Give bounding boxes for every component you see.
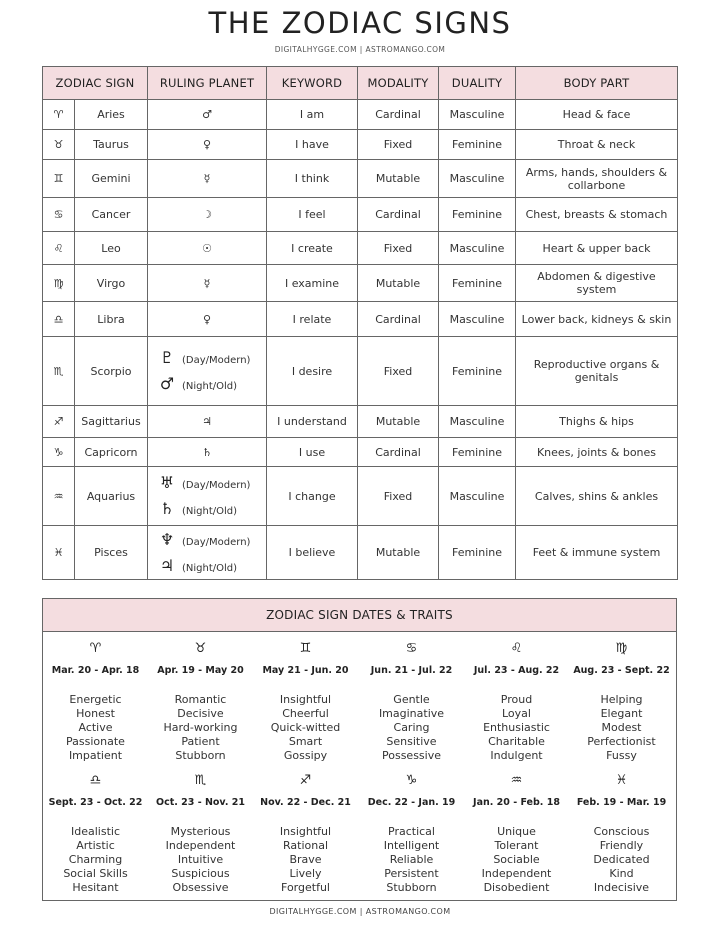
ruling-planet-cell: [148, 337, 267, 406]
planet-note: (Night/Old): [182, 381, 238, 392]
trait-item: Caring: [393, 721, 430, 734]
table-row: [43, 198, 678, 232]
modality-cell: Fixed: [358, 337, 439, 406]
date-range: Apr. 19 - May 20: [157, 665, 244, 676]
trait-item: Hesitant: [72, 881, 119, 894]
planet-note: (Day/Modern): [182, 355, 251, 366]
body-part-cell: Abdomen & digestive system: [516, 265, 678, 302]
body-part-cell: Reproductive organs & genitals: [516, 337, 678, 406]
saturn-icon: ♄: [159, 499, 175, 518]
table-row: [43, 406, 678, 438]
trait-item: Fussy: [606, 749, 637, 762]
date-range: Dec. 22 - Jan. 19: [367, 797, 456, 808]
modality-cell: Cardinal: [358, 100, 439, 130]
duality-cell: Feminine: [439, 198, 516, 232]
venus-icon: ♀: [148, 130, 267, 160]
keyword-cell: I understand: [267, 406, 358, 438]
zodiac-signs-table: [42, 66, 678, 580]
keyword-cell: I change: [267, 467, 358, 526]
keyword-cell: I relate: [267, 302, 358, 337]
table-row: [43, 160, 678, 198]
body-part-cell: Chest, breasts & stomach: [516, 198, 678, 232]
sign-name: Aries: [75, 100, 148, 130]
sign-name: Virgo: [75, 265, 148, 302]
trait-item: Rational: [282, 839, 328, 852]
trait-item: Helping: [600, 693, 643, 706]
trait-column-leo: [464, 639, 569, 763]
trait-column-aries: [43, 639, 148, 763]
mars-icon: ♂: [148, 100, 267, 130]
keyword-cell: I feel: [267, 198, 358, 232]
trait-item: Kind: [609, 867, 634, 880]
table-row: [43, 232, 678, 265]
trait-item: Enthusiastic: [483, 721, 550, 734]
jupiter-icon: ♃: [159, 555, 175, 575]
sign-name: Leo: [75, 232, 148, 265]
trait-item: Smart: [288, 735, 323, 748]
table-row: [43, 438, 678, 467]
header-body-part: BODY PART: [516, 67, 678, 100]
trait-column-scorpio: [148, 771, 253, 895]
moon-icon: ☽: [148, 198, 267, 232]
trait-item: Indulgent: [490, 749, 543, 762]
modality-cell: Mutable: [358, 160, 439, 198]
trait-item: Independent: [481, 867, 552, 880]
duality-cell: Masculine: [439, 467, 516, 526]
pisces-symbol-icon: ♓: [43, 526, 75, 580]
gemini-symbol-icon: ♊: [43, 160, 75, 198]
trait-item: Sociable: [493, 853, 540, 866]
trait-item: Elegant: [600, 707, 643, 720]
trait-item: Stubborn: [386, 881, 437, 894]
trait-item: Romantic: [174, 693, 227, 706]
body-part-cell: Throat & neck: [516, 130, 678, 160]
trait-item: Patient: [181, 735, 220, 748]
trait-item: Stubborn: [175, 749, 226, 762]
trait-item: Honest: [76, 707, 115, 720]
gemini-icon: ♊: [299, 641, 312, 656]
trait-column-cancer: [359, 639, 464, 763]
trait-item: Dedicated: [593, 853, 650, 866]
aries-symbol-icon: ♈: [43, 100, 75, 130]
planet-note: (Night/Old): [182, 506, 238, 517]
date-range: Oct. 23 - Nov. 21: [156, 797, 245, 808]
trait-item: Independent: [165, 839, 236, 852]
trait-item: Idealistic: [71, 825, 120, 838]
libra-icon: ♎: [89, 773, 102, 788]
header-keyword: KEYWORD: [267, 67, 358, 100]
mercury-icon: ☿: [148, 160, 267, 198]
modality-cell: Fixed: [358, 232, 439, 265]
uranus-icon: ♅: [159, 473, 175, 492]
table-row: [43, 265, 678, 302]
scorpio-symbol-icon: ♏: [43, 337, 75, 406]
keyword-cell: I examine: [267, 265, 358, 302]
trait-item: Energetic: [69, 693, 122, 706]
modality-cell: Cardinal: [358, 302, 439, 337]
cancer-icon: ♋: [405, 641, 418, 656]
trait-column-libra: [43, 771, 148, 895]
trait-item: Hard-working: [163, 721, 238, 734]
mars-icon: ♂: [159, 374, 175, 393]
duality-cell: Feminine: [439, 130, 516, 160]
leo-symbol-icon: ♌: [43, 232, 75, 265]
date-range: Jan. 20 - Feb. 18: [473, 797, 560, 808]
virgo-icon: ♍: [615, 641, 628, 656]
aquarius-symbol-icon: ♒: [43, 467, 75, 526]
trait-item: Social Skills: [63, 867, 128, 880]
libra-symbol-icon: ♎: [43, 302, 75, 337]
table-row: [43, 467, 678, 526]
trait-item: Practical: [388, 825, 435, 838]
trait-item: Gentle: [393, 693, 430, 706]
sign-name: Sagittarius: [75, 406, 148, 438]
trait-item: Conscious: [593, 825, 650, 838]
sun-icon: ☉: [148, 232, 267, 265]
mercury-icon: ☿: [148, 265, 267, 302]
duality-cell: Feminine: [439, 337, 516, 406]
sign-name: Taurus: [75, 130, 148, 160]
keyword-cell: I believe: [267, 526, 358, 580]
capricorn-symbol-icon: ♑: [43, 438, 75, 467]
trait-item: Insightful: [279, 693, 332, 706]
trait-item: Charitable: [488, 735, 545, 748]
date-range: Jun. 21 - Jul. 22: [370, 665, 453, 676]
duality-cell: Masculine: [439, 232, 516, 265]
trait-item: Artistic: [76, 839, 115, 852]
date-range: Feb. 19 - Mar. 19: [576, 797, 667, 808]
trait-item: Reliable: [389, 853, 434, 866]
venus-icon: ♀: [148, 302, 267, 337]
trait-item: Cheerful: [282, 707, 329, 720]
trait-item: Persistent: [384, 867, 439, 880]
trait-item: Insightful: [279, 825, 332, 838]
trait-column-pisces: [569, 771, 674, 895]
table-row: [43, 100, 678, 130]
body-part-cell: Head & face: [516, 100, 678, 130]
keyword-cell: I think: [267, 160, 358, 198]
trait-item: Forgetful: [281, 881, 330, 894]
trait-item: Intelligent: [383, 839, 440, 852]
date-range: Jul. 23 - Aug. 22: [473, 665, 560, 676]
trait-item: Decisive: [177, 707, 224, 720]
trait-item: Active: [78, 721, 113, 734]
trait-column-aquarius: [464, 771, 569, 895]
date-range: Aug. 23 - Sept. 22: [573, 665, 670, 676]
body-part-cell: Lower back, kidneys & skin: [516, 302, 678, 337]
taurus-icon: ♉: [194, 641, 207, 656]
sign-name: Capricorn: [75, 438, 148, 467]
header-duality: DUALITY: [439, 67, 516, 100]
trait-item: Friendly: [599, 839, 644, 852]
trait-item: Intuitive: [177, 853, 224, 866]
page-footer: DIGITALHYGGE.COM | ASTROMANGO.COM: [269, 907, 451, 916]
table-row: [43, 526, 678, 580]
table-row: [43, 337, 678, 406]
trait-item: Gossipy: [283, 749, 328, 762]
keyword-cell: I desire: [267, 337, 358, 406]
body-part-cell: Knees, joints & bones: [516, 438, 678, 467]
keyword-cell: I have: [267, 130, 358, 160]
traits-heading: ZODIAC SIGN DATES & TRAITS: [43, 599, 676, 632]
trait-item: Lively: [289, 867, 322, 880]
trait-item: Passionate: [66, 735, 125, 748]
aquarius-icon: ♒: [510, 773, 523, 788]
date-range: Nov. 22 - Dec. 21: [260, 797, 351, 808]
trait-item: Mysterious: [170, 825, 231, 838]
trait-item: Modest: [601, 721, 642, 734]
modality-cell: Fixed: [358, 130, 439, 160]
trait-item: Brave: [289, 853, 322, 866]
trait-item: Indecisive: [593, 881, 650, 894]
trait-item: Perfectionist: [587, 735, 656, 748]
date-range: Mar. 20 - Apr. 18: [51, 665, 140, 676]
trait-item: Tolerant: [494, 839, 539, 852]
page-subtitle: DIGITALHYGGE.COM | ASTROMANGO.COM: [274, 45, 446, 54]
trait-column-capricorn: [359, 771, 464, 895]
sagittarius-icon: ♐: [299, 773, 312, 788]
table-header-row: [43, 67, 678, 100]
modality-cell: Cardinal: [358, 198, 439, 232]
pluto-icon: ♇: [159, 348, 175, 367]
keyword-cell: I create: [267, 232, 358, 265]
leo-icon: ♌: [510, 641, 523, 656]
duality-cell: Masculine: [439, 406, 516, 438]
duality-cell: Feminine: [439, 438, 516, 467]
modality-cell: Mutable: [358, 406, 439, 438]
duality-cell: Feminine: [439, 265, 516, 302]
sign-name: Aquarius: [75, 467, 148, 526]
cancer-symbol-icon: ♋: [43, 198, 75, 232]
trait-column-virgo: [569, 639, 674, 763]
table-row: [43, 302, 678, 337]
jupiter-icon: ♃: [148, 406, 267, 438]
trait-item: Unique: [497, 825, 536, 838]
trait-item: Loyal: [502, 707, 531, 720]
capricorn-icon: ♑: [405, 773, 418, 788]
dates-traits-panel: [42, 598, 677, 901]
trait-column-taurus: [148, 639, 253, 763]
modality-cell: Cardinal: [358, 438, 439, 467]
modality-cell: Fixed: [358, 467, 439, 526]
trait-item: Possessive: [382, 749, 441, 762]
trait-item: Proud: [500, 693, 533, 706]
date-range: Sept. 23 - Oct. 22: [48, 797, 143, 808]
body-part-cell: Arms, hands, shoulders & collarbone: [516, 160, 678, 198]
duality-cell: Feminine: [439, 526, 516, 580]
sagittarius-symbol-icon: ♐: [43, 406, 75, 438]
taurus-symbol-icon: ♉: [43, 130, 75, 160]
sign-name: Pisces: [75, 526, 148, 580]
trait-item: Charming: [68, 853, 123, 866]
trait-item: Obsessive: [172, 881, 229, 894]
sign-name: Gemini: [75, 160, 148, 198]
header-ruling-planet: RULING PLANET: [148, 67, 267, 100]
trait-item: Disobedient: [483, 881, 550, 894]
body-part-cell: Feet & immune system: [516, 526, 678, 580]
keyword-cell: I use: [267, 438, 358, 467]
ruling-planet-cell: [148, 467, 267, 526]
keyword-cell: I am: [267, 100, 358, 130]
body-part-cell: Heart & upper back: [516, 232, 678, 265]
trait-item: Quick-witted: [270, 721, 341, 734]
page-title: THE ZODIAC SIGNS: [208, 6, 512, 40]
body-part-cell: Calves, shins & ankles: [516, 467, 678, 526]
duality-cell: Masculine: [439, 100, 516, 130]
table-row: [43, 130, 678, 160]
neptune-icon: ♆: [159, 529, 175, 549]
header-modality: MODALITY: [358, 67, 439, 100]
duality-cell: Masculine: [439, 302, 516, 337]
date-range: May 21 - Jun. 20: [262, 665, 349, 676]
modality-cell: Mutable: [358, 526, 439, 580]
ruling-planet-cell: [148, 526, 267, 580]
pisces-icon: ♓: [615, 773, 628, 788]
body-part-cell: Thighs & hips: [516, 406, 678, 438]
virgo-symbol-icon: ♍: [43, 265, 75, 302]
planet-note: (Night/Old): [182, 562, 238, 574]
header-zodiac-sign: ZODIAC SIGN: [43, 67, 148, 100]
trait-item: Sensitive: [386, 735, 437, 748]
sign-name: Cancer: [75, 198, 148, 232]
planet-note: (Day/Modern): [182, 480, 251, 491]
duality-cell: Masculine: [439, 160, 516, 198]
trait-column-gemini: [253, 639, 358, 763]
saturn-icon: ♄: [148, 438, 267, 467]
scorpio-icon: ♏: [194, 773, 207, 788]
trait-column-sagittarius: [253, 771, 358, 895]
planet-note: (Day/Modern): [182, 536, 251, 548]
sign-name: Libra: [75, 302, 148, 337]
sign-name: Scorpio: [75, 337, 148, 406]
modality-cell: Mutable: [358, 265, 439, 302]
trait-item: Suspicious: [171, 867, 230, 880]
aries-icon: ♈: [89, 641, 102, 656]
trait-item: Imaginative: [378, 707, 445, 720]
trait-item: Impatient: [68, 749, 123, 762]
